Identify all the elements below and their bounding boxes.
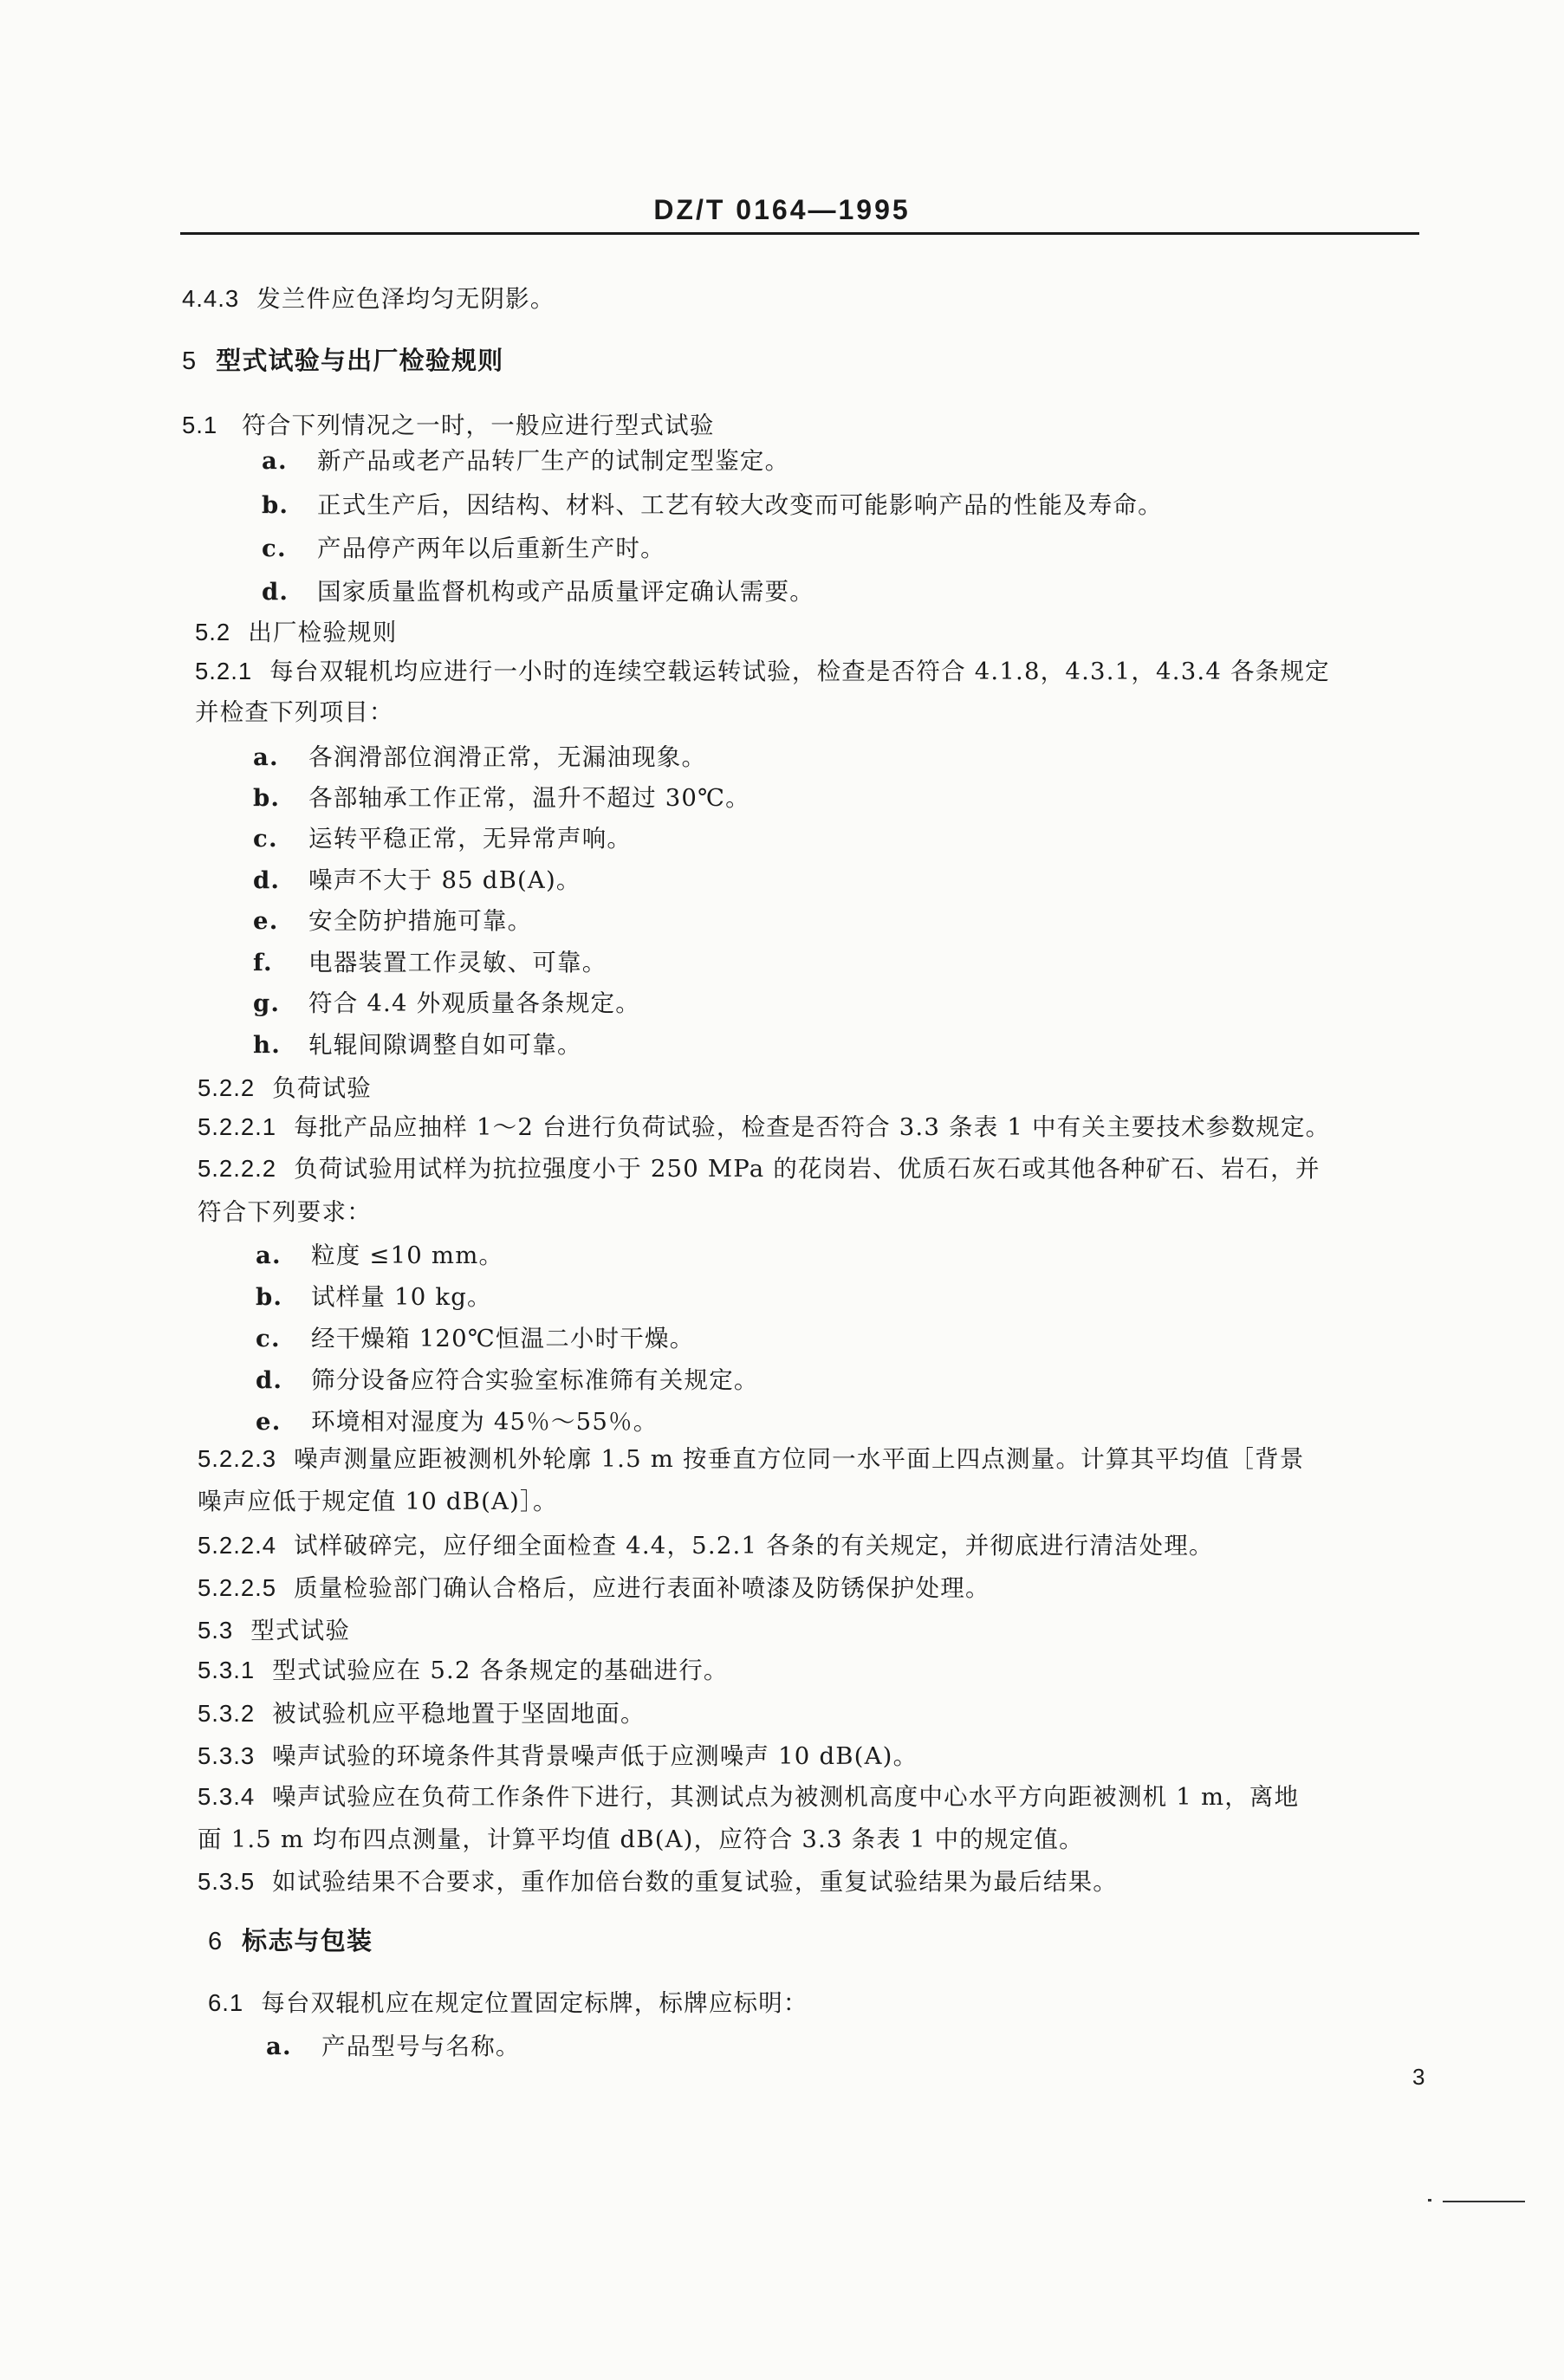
clause-5-2-2-5: 5.2.2.5 质量检验部门确认合格后，应进行表面补喷漆及防锈保护处理。 (198, 1574, 990, 1602)
section-5-heading: 5 型式试验与出厂检验规则 (182, 346, 504, 375)
list-item: b. 各部轴承工作正常，温升不超过 30℃。 (253, 784, 750, 812)
clause-continuation: 符合下列要求： (198, 1198, 372, 1226)
list-item: c. 经干燥箱 120℃恒温二小时干燥。 (256, 1325, 695, 1352)
clause-5-2-2-2: 5.2.2.2 负荷试验用试样为抗拉强度小于 250 MPa 的花岗岩、优质石灰石或其他各种矿石、岩石，并 (198, 1155, 1321, 1183)
list-item: f. 电器装置工作灵敏、可靠。 (253, 949, 607, 976)
list-item: a. 各润滑部位润滑正常，无漏油现象。 (253, 743, 707, 771)
clause-5-2-2-1: 5.2.2.1 每批产品应抽样 1～2 台进行负荷试验，检查是否符合 3.3 条表 1 中有关主要技术参数规定。 (198, 1113, 1331, 1141)
clause-5-2: 5.2 出厂检验规则 (195, 619, 398, 646)
list-item: c. 运转平稳正常，无异常声响。 (253, 825, 633, 853)
clause-continuation: 面 1.5 m 均布四点测量，计算平均值 dB(A)，应符合 3.3 条表 1 中的规定值。 (198, 1826, 1084, 1853)
page-number: 3 (1412, 2064, 1425, 2090)
list-item: a. 粒度 ≤10 mm。 (256, 1242, 504, 1269)
list-item: d. 噪声不大于 85 dB(A)。 (253, 866, 581, 894)
clause-5-3: 5.3 型式试验 (198, 1617, 351, 1644)
footer-mark (1428, 2199, 1431, 2202)
clause-5-3-5: 5.3.5 如试验结果不合要求，重作加倍台数的重复试验，重复试验结果为最后结果。 (198, 1868, 1118, 1896)
header-rule (180, 232, 1419, 235)
standard-code-header: DZ/T 0164—1995 (653, 194, 911, 225)
list-item: d. 国家质量监督机构或产品质量评定确认需要。 (262, 578, 814, 606)
clause-5-3-3: 5.3.3 噪声试验的环境条件其背景噪声低于应测噪声 10 dB(A)。 (198, 1742, 918, 1770)
list-item: b. 正式生产后，因结构、材料、工艺有较大改变而可能影响产品的性能及寿命。 (262, 491, 1163, 519)
clause-5-2-2: 5.2.2 负荷试验 (198, 1074, 372, 1102)
clause-5-3-4: 5.3.4 噪声试验应在负荷工作条件下进行，其测试点为被测机高度中心水平方向距被测机 1 m，离地 (198, 1783, 1300, 1811)
list-item: b. 试样量 10 kg。 (256, 1283, 492, 1311)
footer-rule (1443, 2201, 1525, 2202)
clause-5-2-1: 5.2.1 每台双辊机均应进行一小时的连续空载运转试验，检查是否符合 4.1.8，4.3.1，4.3.4 各条规定 (195, 658, 1330, 685)
list-item: c. 产品停产两年以后重新生产时。 (262, 535, 665, 562)
section-6-heading: 6 标志与包装 (208, 1926, 373, 1955)
clause-continuation: 并检查下列项目： (195, 698, 394, 726)
clause-5-2-2-4: 5.2.2.4 试样破碎完，应仔细全面检查 4.4，5.2.1 各条的有关规定，并彻底进行清洁处理。 (198, 1532, 1214, 1560)
list-item: a. 产品型号与名称。 (266, 2033, 521, 2060)
clause-6-1: 6.1 每台双辊机应在规定位置固定标牌，标牌应标明： (208, 1989, 808, 2017)
clause-5-3-1: 5.3.1 型式试验应在 5.2 各条规定的基础进行。 (198, 1657, 729, 1684)
clause-5-1: 5.1 符合下列情况之一时，一般应进行型式试验 (182, 412, 715, 439)
list-item: d. 筛分设备应符合实验室标准筛有关规定。 (256, 1366, 759, 1394)
list-item: e. 安全防护措施可靠。 (253, 907, 533, 935)
list-item: e. 环境相对湿度为 45％～55％。 (256, 1408, 659, 1436)
clause-5-2-2-3: 5.2.2.3 噪声测量应距被测机外轮廓 1.5 m 按垂直方位同一水平面上四点测量。计算其平均值［背景 (198, 1445, 1305, 1473)
clause-5-3-2: 5.3.2 被试验机应平稳地置于坚固地面。 (198, 1700, 646, 1728)
clause-continuation: 噪声应低于规定值 10 dB(A)］。 (198, 1488, 558, 1515)
clause-4-4-3: 4.4.3 发兰件应色泽均匀无阴影。 (182, 285, 555, 313)
list-item: a. 新产品或老产品转厂生产的试制定型鉴定。 (262, 447, 790, 475)
list-item: h. 轧辊间隙调整自如可靠。 (253, 1031, 582, 1059)
list-item: g. 符合 4.4 外观质量各条规定。 (253, 989, 640, 1017)
